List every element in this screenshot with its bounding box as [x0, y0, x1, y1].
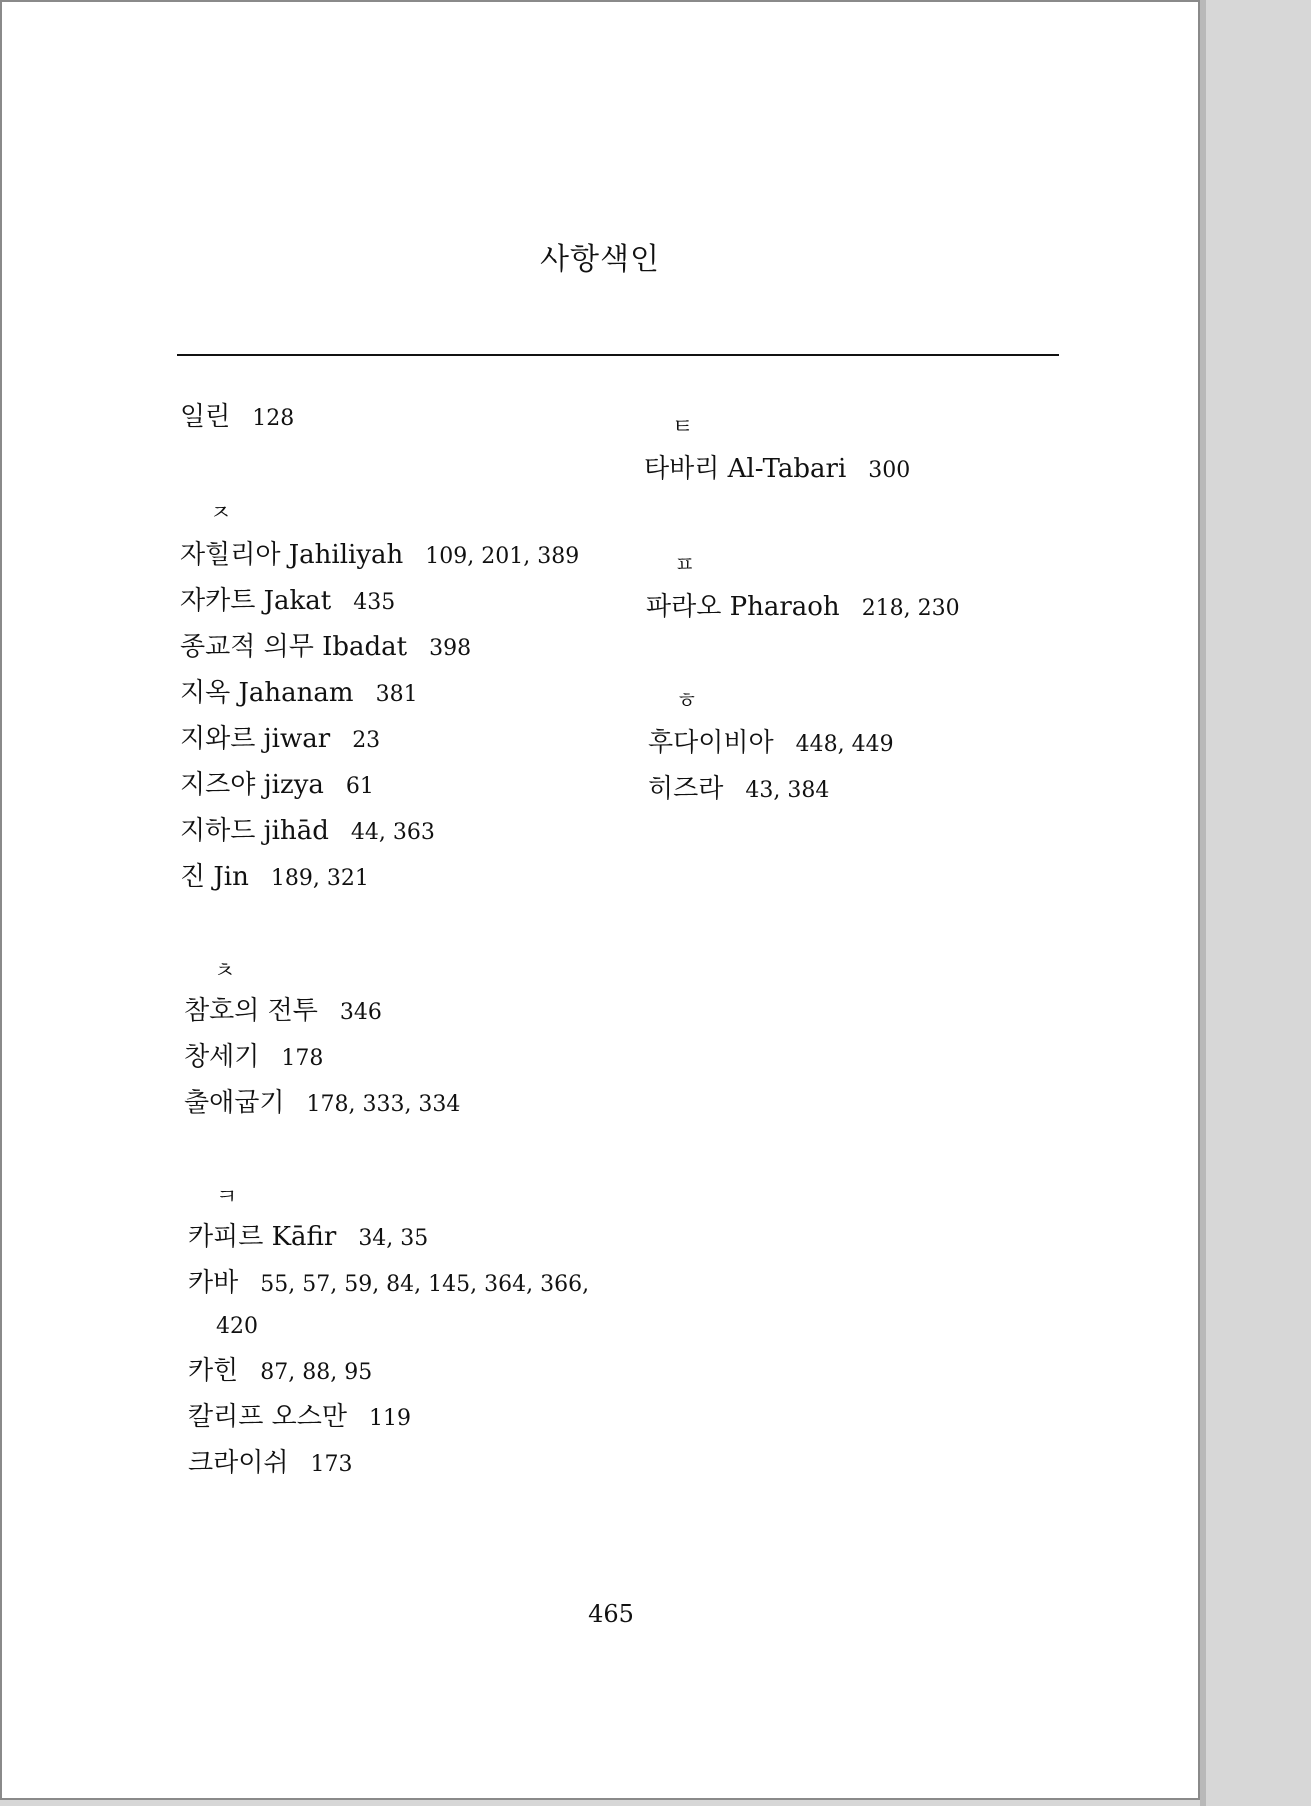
entry-pages: 34, 35 — [358, 1226, 429, 1251]
index-entry — [184, 998, 382, 1024]
entry-term: 자힐리아 Jahiliyah — [180, 540, 404, 570]
entry-pages: 23 — [352, 728, 381, 753]
section-letter: ㅋ — [216, 1185, 238, 1210]
entry-pages: 87, 88, 95 — [260, 1360, 373, 1385]
entry-term: 참호의 전투 — [184, 996, 318, 1026]
index-entry — [188, 1358, 372, 1384]
entry-term: 파라오 Pharaoh — [646, 592, 840, 622]
entry-pages: 398 — [429, 636, 472, 661]
entry-pages: 300 — [868, 458, 911, 483]
section-letter: ㅍ — [674, 553, 696, 578]
index-entry — [648, 776, 829, 802]
entry-pages: 448, 449 — [795, 732, 894, 757]
entry-term: 진 Jin — [180, 862, 249, 892]
entry-pages: 189, 321 — [270, 866, 369, 891]
index-entry — [188, 1404, 411, 1430]
header-rule — [177, 354, 1059, 356]
section-letter: ㅎ — [676, 689, 698, 714]
running-head: 사항색인 — [540, 242, 660, 277]
entry-pages: 346 — [339, 1000, 382, 1025]
index-entry — [184, 1044, 323, 1070]
entry-pages: 178 — [281, 1046, 324, 1071]
entry-term: 자카트 Jakat — [180, 586, 332, 616]
entry-term: 종교적 의무 Ibadat — [180, 632, 408, 662]
index-entry — [180, 542, 579, 568]
entry-term: 칼리프 오스만 — [188, 1402, 347, 1432]
entry-pages: 128 — [252, 406, 295, 431]
index-entry — [180, 404, 294, 430]
entry-pages: 61 — [345, 774, 374, 799]
index-entry-continuation: 420 — [216, 1314, 258, 1339]
entry-term: 지와르 jiwar — [180, 724, 331, 754]
index-entry — [180, 726, 380, 752]
entry-term: 히즈라 — [648, 774, 724, 804]
index-entry — [188, 1270, 589, 1296]
index-entry — [188, 1224, 428, 1250]
index-entry — [644, 456, 910, 482]
index-entry — [188, 1450, 352, 1476]
entry-pages: 218, 230 — [861, 596, 960, 621]
page-number: 465 — [588, 1600, 634, 1628]
entry-pages: 435 — [353, 590, 396, 615]
entry-term: 창세기 — [184, 1042, 260, 1072]
entry-term: 지하드 jihād — [180, 816, 329, 846]
entry-term: 지옥 Jahanam — [180, 678, 354, 708]
entry-term: 후다이비아 — [648, 728, 774, 758]
index-entry — [648, 730, 894, 756]
entry-pages: 109, 201, 389 — [425, 544, 580, 569]
section-letter: ㅌ — [672, 415, 694, 440]
index-entry — [180, 818, 435, 844]
index-entry — [184, 1090, 460, 1116]
section-letter: ㅈ — [210, 501, 232, 526]
entry-term: 타바리 Al-Tabari — [644, 454, 847, 484]
entry-term: 일린 — [180, 402, 231, 432]
page-edge-shadow — [1200, 0, 1206, 1806]
entry-pages: 43, 384 — [745, 778, 830, 803]
entry-pages: 119 — [368, 1406, 411, 1431]
entry-pages: 44, 363 — [350, 820, 435, 845]
entry-term: 카바 — [188, 1268, 239, 1298]
entry-pages: 381 — [375, 682, 418, 707]
entry-pages: 55, 57, 59, 84, 145, 364, 366, — [260, 1272, 590, 1297]
index-entry — [180, 864, 369, 890]
index-entry — [180, 588, 395, 614]
index-entry — [180, 680, 418, 706]
entry-term: 출애굽기 — [184, 1088, 285, 1118]
index-entry — [180, 772, 374, 798]
entry-term: 크라이쉬 — [188, 1448, 289, 1478]
index-entry — [180, 634, 471, 660]
entry-pages: 178, 333, 334 — [306, 1092, 461, 1117]
index-entry — [646, 594, 960, 620]
section-letter: ㅊ — [214, 959, 236, 984]
entry-pages: 173 — [310, 1452, 353, 1477]
entry-term: 지즈야 jizya — [180, 770, 324, 800]
entry-term: 카피르 Kāfir — [188, 1222, 337, 1252]
entry-term: 카힌 — [188, 1356, 239, 1386]
